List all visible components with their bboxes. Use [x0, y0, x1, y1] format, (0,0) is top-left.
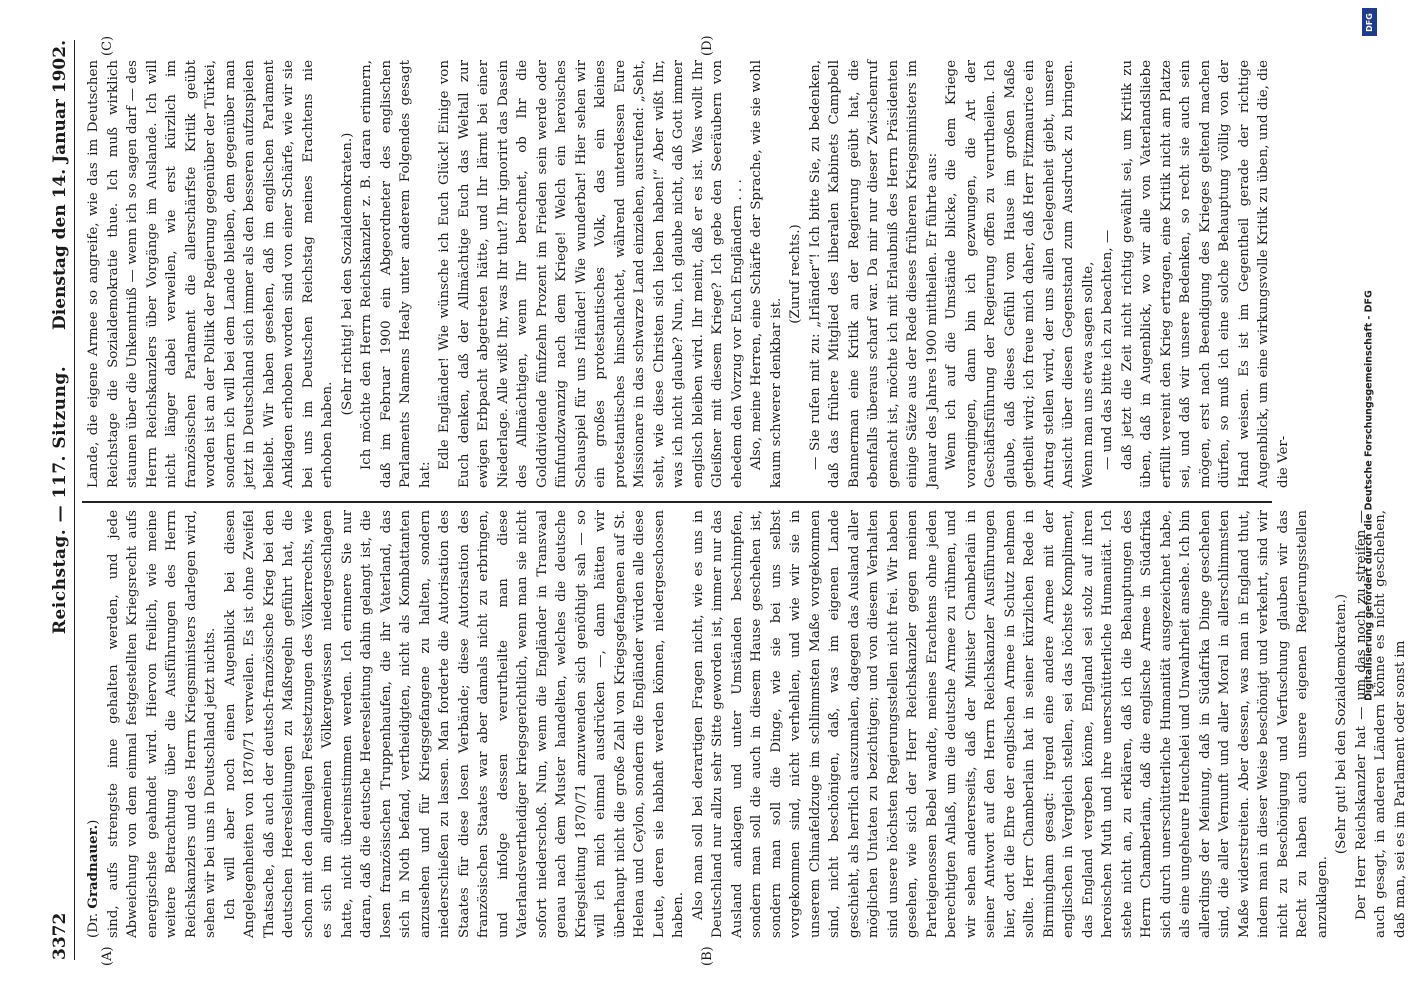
- speaker-line: [84, 510, 104, 938]
- interjection-note: (Zuruf rechts.): [788, 224, 803, 324]
- applause-note: (Sehr gut! bei den Sozialdemokraten.): [1334, 593, 1349, 855]
- page-header: [48, 40, 75, 960]
- left-column: [84, 510, 1408, 938]
- paragraph: sind, aufs strengste inne gehalten werden, und jede Abweichung von dem einmal festgestellten Kriegsrecht aufs energischste geahndet wird. Hiervon freilich, wie meine weitere Betrachtung über die Ausführungen des Herrn Reichskanzlers und des Herrn Kriegsministers darlegen wird, sehen wir bei uns in Deutschland jetzt nichts.: [105, 510, 218, 938]
- margin-marker-c: (C): [100, 35, 115, 56]
- speaker-suffix: ): [86, 819, 101, 825]
- speaker-name: Gradnauer.: [85, 824, 101, 909]
- session-title: Reichstag. — 117. Sitzung.: [50, 365, 70, 635]
- column-divider: [82, 502, 1272, 504]
- paragraph: Der Herr Reichskanzler hat — um das noch zu streifen — auch gesagt, in anderen Ländern könne es nicht geschehen, daß man, sei es im Parlament oder sonst im: [1353, 510, 1408, 938]
- paragraph: Also, meine Herren, eine Schärfe der Sprache, wie sie wohl kaum schwerer denkbar ist.: [749, 60, 784, 488]
- page-number: 3372: [50, 912, 70, 960]
- paragraph: Ich will aber noch einen Augenblick bei diesen Angelegenheiten von 1870/71 verweilen. Es ist ohne Zweifel Thatsache, daß auch der deutsch-französische Krieg bei den deutschen Heeresleitungen zu Maßregeln geführt hat, die schon mit den damaligen Festsetzungen des Völkerrechts, wie es sich im allgemeinen Völkergewissen niedergeschlagen hatte, nicht übereinstimmen werden. Ich erinnere Sie nur daran, daß die deutsche Heeresleitung dahin gelangt ist, die losen französischen Truppenhaufen, die ihr Vaterland, das sich in Noth befand, vertheidigten, nicht als Kombattanten anzusehen und für Kriegsgefangene zu halten, sondern niederschießen zu lassen. Man forderte die Autorisation des Staates für diese losen Verbände; diese Autorisation des französischen Staates war aber damals nicht zu erbringen, und infolge dessen verurtheilte man diese Vaterlandsvertheidiger kriegsgerichtlich, wenn man sie nicht sofort niederschoß. Nun, wenn die Engländer in Transvaal genau nach dem Muster handelten, welches die deutsche Kriegsleitung 1870/71 anzuwenden sich genöthigt sah — so will ich mich einmal ausdrücken —, dann hätten wir überhaupt nicht die große Zahl von Kriegsgefangenen auf St. Helena und Ceylon, sondern die Engländer würden alle diese Leute, deren sie habhaft werden können, niedergeschossen haben.: [222, 510, 686, 938]
- session-date: Dienstag den 14. Januar 1902.: [50, 40, 70, 330]
- dfg-logo: [1362, 8, 1377, 36]
- quotation: Edle Engländer! Wie wünsche ich Euch Glück! Einige von Euch denken, daß der Allmächtige Euch das Weltall zur ewigen Erbpacht abgetreten hätte, und Ihr lärmt bei einer Niederlage. Alle wißt Ihr, was Ihr thut? Ihr ignorirt das Dasein des Allmächtigen, wenn Ihr berechnet, ob Ihr die Golddividende fünfzehn Prozent im Frieden sein werde oder fünfundzwanzig nach dem Kriege! Welch ein heroisches Schauspiel für uns Irländer! Wie wunderbar! Hier sehen wir ein großes protestantisches Volk, das ein kleines protestantisches hinschlachtet, während unterdessen Eure Missionare in das schwarze Land einziehen, ausrufend: „Seht, seht, wie diese Christen sich lieben haben!“ Aber wißt Ihr, was ich nicht glaube? Nun, ich glaube nicht, daß Gott immer englisch bleiben wird. Ihr meint, daß er es ist. Was wollt Ihr Gleißner mit diesem Kriege? Ich gebe den Seeräubern von ehedem den Vorzug vor Euch Engländern . . .: [437, 60, 745, 488]
- speaker-prefix: (Dr.: [86, 912, 101, 938]
- applause-note: (Sehr richtig! bei den Sozialdemokraten.): [339, 132, 355, 416]
- digitization-credit: Digitalisierung gefördert durch die Deutsche Forschungsgemeinschaft - DFG: [1363, 290, 1375, 701]
- quotation: daß jetzt die Zeit nicht richtig gewählt sei, um Kritik zu üben, daß in Augenblick, wo wir alle von Vaterlandsliebe erfüllt vereint den Krieg ertragen, eine Kritik nicht am Platze sei, und daß wir unsere Bedenken, so recht sie auch sein mögen, erst nach Beendigung des Krieges geltend machen dürfen, so muß ich eine solche Behauptung völlig von der Hand weisen. Es ist im Gegentheil gerade der richtige Augenblick, um eine wirkungsvolle Kritik zu üben, und die, die die Ver-: [1119, 60, 1291, 488]
- dfg-logo-text: DFG: [1365, 12, 1375, 32]
- paragraph: Ich möchte den Herrn Reichskanzler z. B. daran erinnern, daß im Februar 1900 ein Abgeordneter des englischen Parlaments Namens Healy unter anderem Folgendes gesagt hat:: [359, 60, 433, 488]
- paragraph: Also man soll bei derartigen Fragen nicht, wie es uns in Deutschland nur allzu sehr Sitte geworden ist, immer nur das Ausland anklagen und unter Umständen beschimpfen, sondern man soll die auch in diesem Hause geschehen ist, sondern man soll die Dinge, wie sie bei uns selbst vorgekommen sind, nicht verhehlen, und wie wir sie in unserem Chinafeldzuge im schlimmsten Maße vorgekommen sind, nicht beschönigen, daß, was im eigenen Lande geschieht, als herrlich auszumalen, dagegen das Ausland aller möglichen Untaten zu bezichtigen; und von diesem Verhalten sind unsere höchsten Regierungsstellen nicht frei. Wir haben gesehen, wie sich der Herr Reichskanzler gegen meinen Parteigenossen Bebel wandte, meines Erachtens ohne jeden berechtigten Anlaß, um die deutsche Armee zu rühmen, und wir sehen andererseits, daß der Minister Chamberlain in seiner Antwort auf den Herrn Reichskanzler Ausführungen hier, dort die Ehre der englischen Armee in Schutz nehmen sollte. Herr Chamberlain hat in seiner kürzlichen Rede in Birmingham gesagt: irgend eine andere Armee mit der englischen in Vergleich stellen, sei das höchste Kompliment, das England vergeben könne, England sei stolz auf ihren heroischen Muth und ihre unerschütterliche Humanität. Ich stehe nicht an, zu erklären, daß ich die Behauptungen des Herrn Chamberlain, daß die englische Armee in Südafrika sich durch unerschütterliche Humanität ausgezeichnet habe, als eine ungeheure Heuchelei und Unwahrheit ansehe. Ich bin allerdings der Meinung, daß in Südafrika Dinge geschehen sind, die aller Vernunft und aller Moral in allerschlimmsten Maße widerstreiten. Aber dessen, was man in England thut, indem man in dieser Weise beschönigt und verkehrt, sind wir nicht zu Beschönigung und Verfuschung glauben wir das Recht zu haben auch unsere eigenen Regierungsstellen anzuklagen.: [690, 510, 1330, 938]
- paragraph: — und das bitte ich zu beachten, —: [1100, 229, 1115, 470]
- margin-marker-d: (D): [700, 35, 715, 56]
- digitization-sidebar: [1359, 0, 1379, 1000]
- margin-marker-a: (A): [100, 946, 115, 966]
- right-column: [84, 60, 1291, 488]
- paragraph: — Sie rufen mit zu: „Irländer“! Ich bitte Sie, zu bedenken, daß das frühere Mitglied des liberalen Kabinets Campbell Bannerman eine Kritik an der Regierung geübt hat, die ebenfalls überaus scharf war. Da mir nur dieser Zwischenruf gemacht ist, möchte ich mit Erlaubniß des Herrn Präsidenten einige Sätze aus der Rede dieses früheren Kriegsministers im Januar des Jahres 1900 mittheilen. Er führte aus:: [807, 60, 940, 488]
- quotation: Wenn ich auf die Umstände blicke, die dem Kriege vorangingen, dann bin ich gezwungen, die Art der Geschäftsführung der Regierung offen zu verurtheilen. Ich glaube, daß dieses Gefühl vom Hause im großen Maße getheilt wird; ich freue mich daher, daß Herr Fitzmaurice ein Antrag stellen wird, der uns allen Gelegenheit giebt, unsere Ansicht über diesen Gegenstand zum Ausdruck zu bringen. Wenn man uns etwa sagen sollte,: [944, 60, 1096, 488]
- margin-marker-b: (B): [700, 946, 715, 966]
- paragraph: Lande, die eigene Armee so angreife, wie das im Deutschen Reichstage die Sozialdemokratie thue. Ich muß wirklich staunen über die Unkenntniß — wenn ich so sagen darf — des Herrn Reichskanzlers über Vorgänge im Auslande. Ich will nicht länger dabei verweilen, wie erst kürzlich im französischen Parlament die allerschärfste Kritik geübt worden ist an der Politik der Regierung gegenüber der Türkei, sondern ich will bei dem Lande bleiben, dem gegenüber man jetzt in Deutschland sich immer als den besseren aufzuspielen beliebt. Wir haben gesehen, daß im englischen Parlament Anklagen erhoben worden sind von einer Schärfe, wie wir sie bei uns im Deutschen Reichstag meines Erachtens nie erhoben haben.: [86, 60, 335, 488]
